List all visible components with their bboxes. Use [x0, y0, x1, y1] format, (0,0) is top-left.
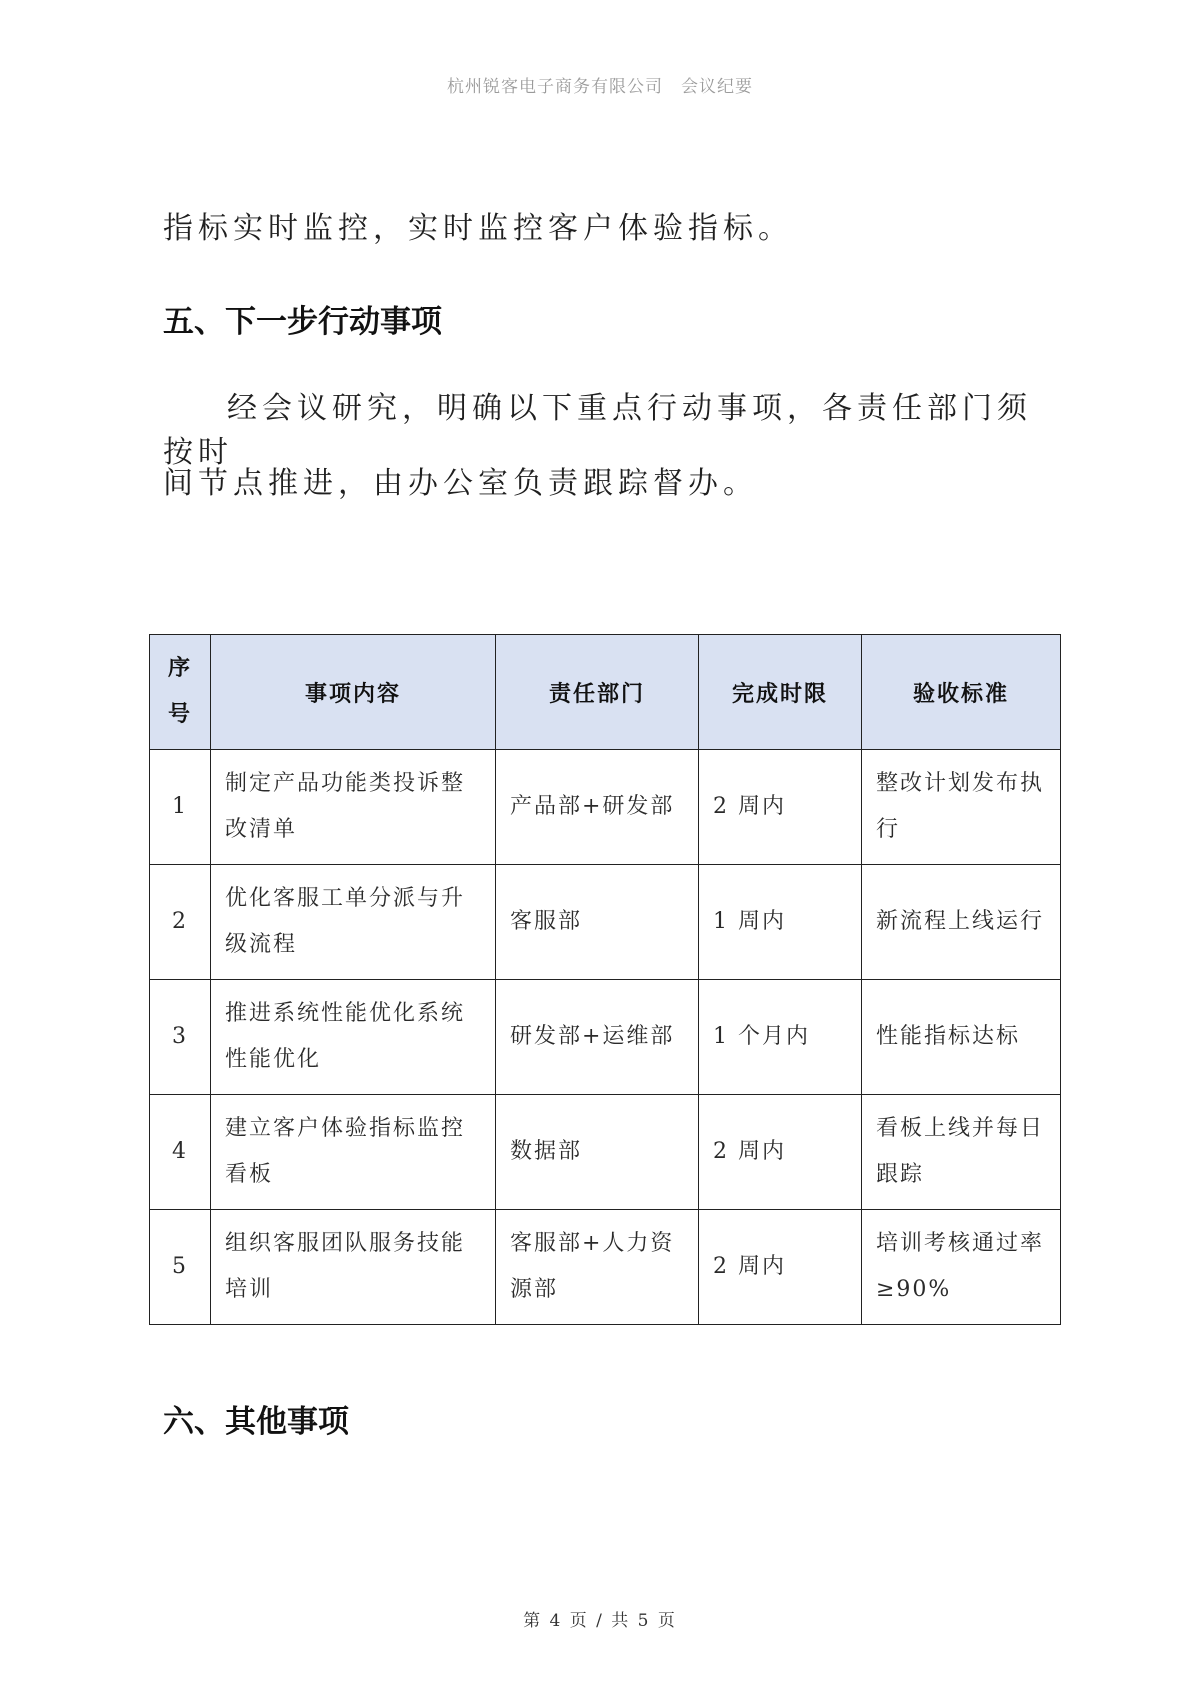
row-content: 制定产品功能类投诉整改清单 — [211, 750, 496, 865]
header-dept: 责任部门 — [496, 635, 699, 750]
row-content: 推进系统性能优化系统性能优化 — [211, 980, 496, 1095]
row-criteria: 新流程上线运行 — [862, 865, 1061, 980]
row-seq: 2 — [150, 865, 211, 980]
row-seq: 3 — [150, 980, 211, 1095]
page-footer: 第 4 页 / 共 5 页 — [523, 1611, 677, 1631]
row-content: 优化客服工单分派与升级流程 — [211, 865, 496, 980]
section-5-para-line2: 间节点推进，由办公室负责跟踪督办。 — [163, 466, 758, 501]
section-5-para-line1: 经会议研究，明确以下重点行动事项，各责任部门须按时 — [163, 391, 1032, 470]
row-content: 建立客户体验指标监控看板 — [211, 1095, 496, 1210]
row-dept: 产品部+研发部 — [496, 750, 699, 865]
row-criteria: 性能指标达标 — [862, 980, 1061, 1095]
row-deadline: 2 周内 — [699, 750, 862, 865]
intro-line: 指标实时监控，实时监控客户体验指标。 — [163, 211, 793, 246]
table-row — [150, 980, 1061, 1095]
row-criteria: 整改计划发布执行 — [862, 750, 1061, 865]
header-deadline: 完成时限 — [699, 635, 862, 750]
row-deadline: 2 周内 — [699, 1095, 862, 1210]
header-content: 事项内容 — [211, 635, 496, 750]
row-seq: 1 — [150, 750, 211, 865]
page-header: 杭州锐客电子商务有限公司 会议纪要 — [447, 77, 753, 97]
row-deadline: 1 个月内 — [699, 980, 862, 1095]
row-seq: 4 — [150, 1095, 211, 1210]
table-row — [150, 1210, 1061, 1325]
table-row — [150, 750, 1061, 865]
header-seq: 序号 — [150, 635, 211, 750]
table-row — [150, 1095, 1061, 1210]
action-items-table — [149, 634, 1061, 1325]
row-deadline: 1 周内 — [699, 865, 862, 980]
row-criteria: 看板上线并每日跟踪 — [862, 1095, 1061, 1210]
row-dept: 数据部 — [496, 1095, 699, 1210]
table-header-row — [150, 635, 1061, 750]
row-dept: 客服部 — [496, 865, 699, 980]
table-row — [150, 865, 1061, 980]
row-criteria: 培训考核通过率≥90% — [862, 1210, 1061, 1325]
row-dept: 客服部+人力资源部 — [496, 1210, 699, 1325]
row-seq: 5 — [150, 1210, 211, 1325]
row-content: 组织客服团队服务技能培训 — [211, 1210, 496, 1325]
section-5-title: 五、下一步行动事项 — [163, 304, 442, 340]
header-criteria: 验收标准 — [862, 635, 1061, 750]
row-dept: 研发部+运维部 — [496, 980, 699, 1095]
row-deadline: 2 周内 — [699, 1210, 862, 1325]
section-6-title: 六、其他事项 — [163, 1404, 349, 1440]
